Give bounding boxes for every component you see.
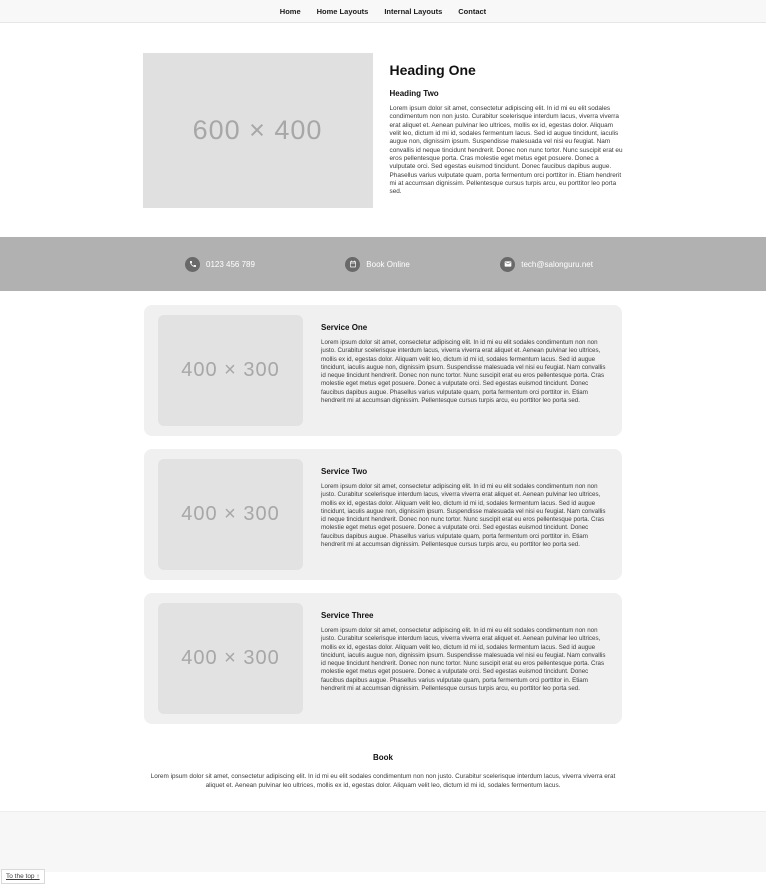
nav-item-home[interactable]: Home [279,6,301,16]
email-address: tech@salonguru.net [521,259,593,269]
book-heading: Book [373,753,393,762]
book-paragraph: Lorem ipsum dolor sit amet, consectetur adipiscing elit. In id mi eu elit sodales condimentum non non justo. Curabitur scelerisque interdum lacus, viverra viverra erat aliquet et. Aenean pulvinar leo ultrices, mollis ex id, egestas dolor. Aliquam velit leo, dictum id mi id, sodales fermentum lacus. [150,773,616,789]
services-section [144,305,622,724]
phone-link[interactable] [185,257,255,272]
service-card-one [144,305,622,436]
phone-number: 0123 456 789 [206,259,255,269]
nav-item-home-layouts[interactable]: Home Layouts [316,6,369,16]
service-one-image-placeholder: 400 × 300 [158,315,303,426]
service-three-title: Service Three [321,611,374,620]
book-online-link[interactable] [345,257,410,272]
heading-one: Heading One [389,62,476,78]
service-three-paragraph: Lorem ipsum dolor sit amet, consectetur adipiscing elit. In id mi eu elit sodales condimentum non non justo. Curabitur scelerisque interdum lacus, viverra viverra erat aliquet et. Aenean pulvinar leo ultrices, mollis ex id, egestas dolor. Aliquam velit leo, dictum id mi id, sodales fermentum lacus. Sed id augue tincidunt, iaculis augue non, dignissim ipsum. Suspendisse malesuada vel nisi eu feugiat. Nam convallis id neque tincidunt hendrerit. Donec non nunc tortor. Nunc suscipit erat eu eros pellentesque porta. Cras molestie eget metus eget posuere. Donec a vulputate orci. Sed egestas euismod tincidunt. Donec faucibus dapibus augue. Phasellus varius vulputate quam, porta fermentum orci porttitor in. Etiam hendrerit mi at accumsan dignissim. Pellentesque cursus turpis arcu, eu porttitor leo porta sed. [321,627,606,692]
hero-section [143,53,624,208]
contact-bar [0,237,766,291]
heading-two: Heading Two [389,89,439,98]
service-two-title: Service Two [321,467,368,476]
service-one-paragraph: Lorem ipsum dolor sit amet, consectetur adipiscing elit. In id mi eu elit sodales condimentum non non justo. Curabitur scelerisque interdum lacus, viverra viverra erat aliquet et. Aenean pulvinar leo ultrices, mollis ex id, egestas dolor. Aliquam velit leo, dictum id mi id, sodales fermentum lacus. Sed id augue tincidunt, iaculis augue non, dignissim ipsum. Suspendisse malesuada vel nisi eu feugiat. Nam convallis id neque tincidunt hendrerit. Donec non nunc tortor. Nunc suscipit erat eu eros pellentesque porta. Cras molestie eget metus eget posuere. Donec a vulputate orci. Sed egestas euismod tincidunt. Donec faucibus dapibus augue. Phasellus varius vulputate quam, porta fermentum orci porttitor in. Etiam hendrerit mi at accumsan dignissim. Pellentesque cursus turpis arcu, eu porttitor leo porta sed. [321,339,606,404]
book-online-label: Book Online [366,259,410,269]
nav-item-contact[interactable]: Contact [458,6,487,16]
email-link[interactable] [500,257,593,272]
hero-paragraph: Lorem ipsum dolor sit amet, consectetur adipiscing elit. In id mi eu elit sodales condimentum non non justo. Curabitur scelerisque interdum lacus, viverra viverra erat aliquet et. Aenean pulvinar leo ultrices, mollis ex id, egestas dolor. Aliquam velit leo, dictum id mi id, sodales fermentum lacus. Sed id augue tincidunt, iaculis augue non, dignissim ipsum. Suspendisse malesuada vel nisi eu feugiat. Nam convallis id neque tincidunt hendrerit. Donec non nunc tortor. Nunc suscipit erat eu eros pellentesque porta. Cras molestie eget metus eget posuere. Donec a vulputate orci. Sed egestas euismod tincidunt. Donec faucibus dapibus augue. Phasellus varius vulputate quam, porta fermentum orci porttitor in. Etiam hendrerit mi at accumsan dignissim. Pellentesque cursus turpis arcu, eu porttitor leo porta sed. [389,105,623,196]
envelope-icon [500,257,515,272]
site-footer [0,811,766,872]
calendar-icon [345,257,360,272]
book-section [150,753,616,791]
service-card-two [144,449,622,580]
service-two-paragraph: Lorem ipsum dolor sit amet, consectetur adipiscing elit. In id mi eu elit sodales condimentum non non justo. Curabitur scelerisque interdum lacus, viverra viverra erat aliquet et. Aenean pulvinar leo ultrices, mollis ex id, egestas dolor. Aliquam velit leo, dictum id mi id, sodales fermentum lacus. Sed id augue tincidunt, iaculis augue non, dignissim ipsum. Suspendisse malesuada vel nisi eu feugiat. Nam convallis id neque tincidunt hendrerit. Donec non nunc tortor. Nunc suscipit erat eu eros pellentesque porta. Cras molestie eget metus eget posuere. Donec a vulputate orci. Sed egestas euismod tincidunt. Donec faucibus dapibus augue. Phasellus varius vulputate quam, porta fermentum orci porttitor in. Etiam hendrerit mi at accumsan dignissim. Pellentesque cursus turpis arcu, eu porttitor leo porta sed. [321,483,606,548]
service-one-title: Service One [321,323,368,332]
service-card-three [144,593,622,724]
top-nav [0,0,766,23]
hero-image-placeholder: 600 × 400 [143,53,373,208]
to-top-link[interactable]: To the top ↑ [1,869,45,884]
service-three-image-placeholder: 400 × 300 [158,603,303,714]
phone-icon [185,257,200,272]
nav-item-internal-layouts[interactable]: Internal Layouts [384,6,443,16]
service-two-image-placeholder: 400 × 300 [158,459,303,570]
hero-text [390,53,624,208]
